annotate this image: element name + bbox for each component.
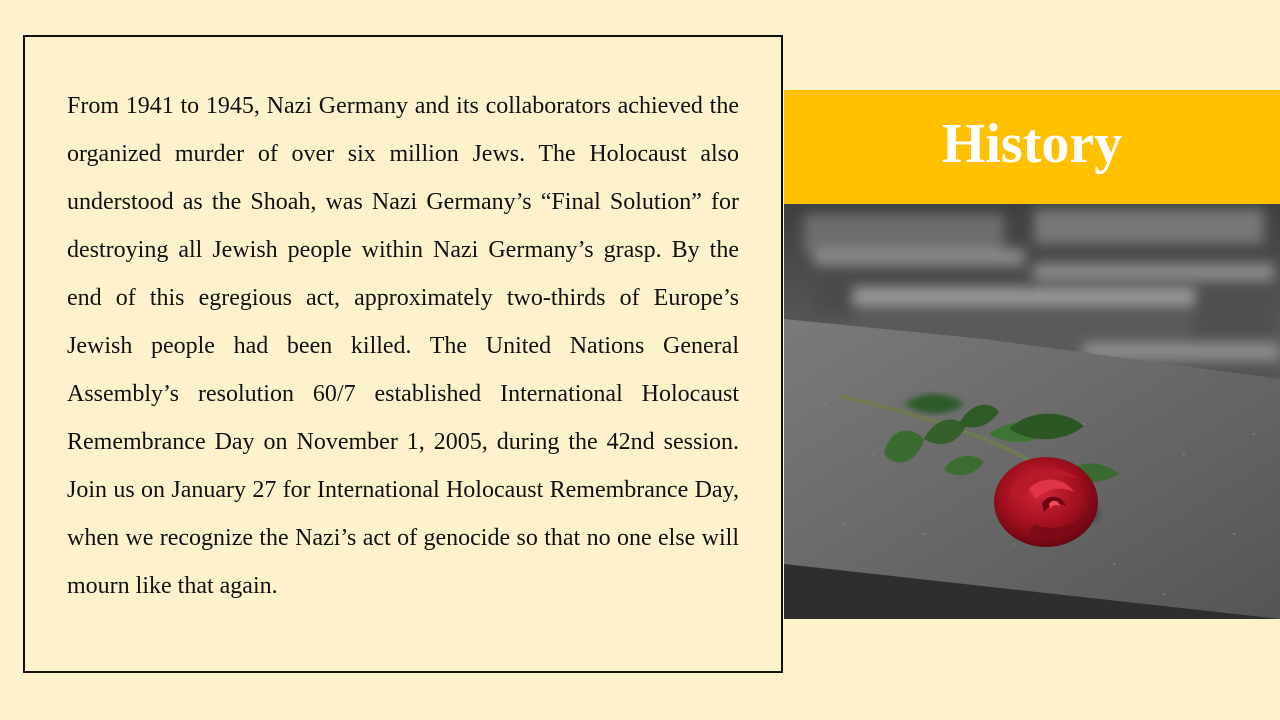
slide-title: History — [941, 113, 1123, 175]
body-paragraph: From 1941 to 1945, Nazi Germany and its collaborators achieved the organized murder of over six million Jews. The Holocaust also understood as the Shoah, was Nazi Germany’s “Final Solution” for destroying all Jewish people within Nazi Germany’s grasp. By the end of this egregious act, approximately two-thirds of Europe’s Jewish people had been killed. The United Nations General Assembly’s resolution 60/7 established International Holocaust Remembrance Day on November 1, 2005, during the 42nd session. Join us on January 27 for International Holocaust Remembrance Day, when we recognize the Nazi’s act of genocide so that no one else will mourn like that again. — [67, 93, 739, 599]
rose-image — [784, 204, 1280, 619]
title-banner — [784, 90, 1280, 204]
memorial-rose-photo — [784, 204, 1280, 619]
body-text-box — [23, 35, 783, 673]
